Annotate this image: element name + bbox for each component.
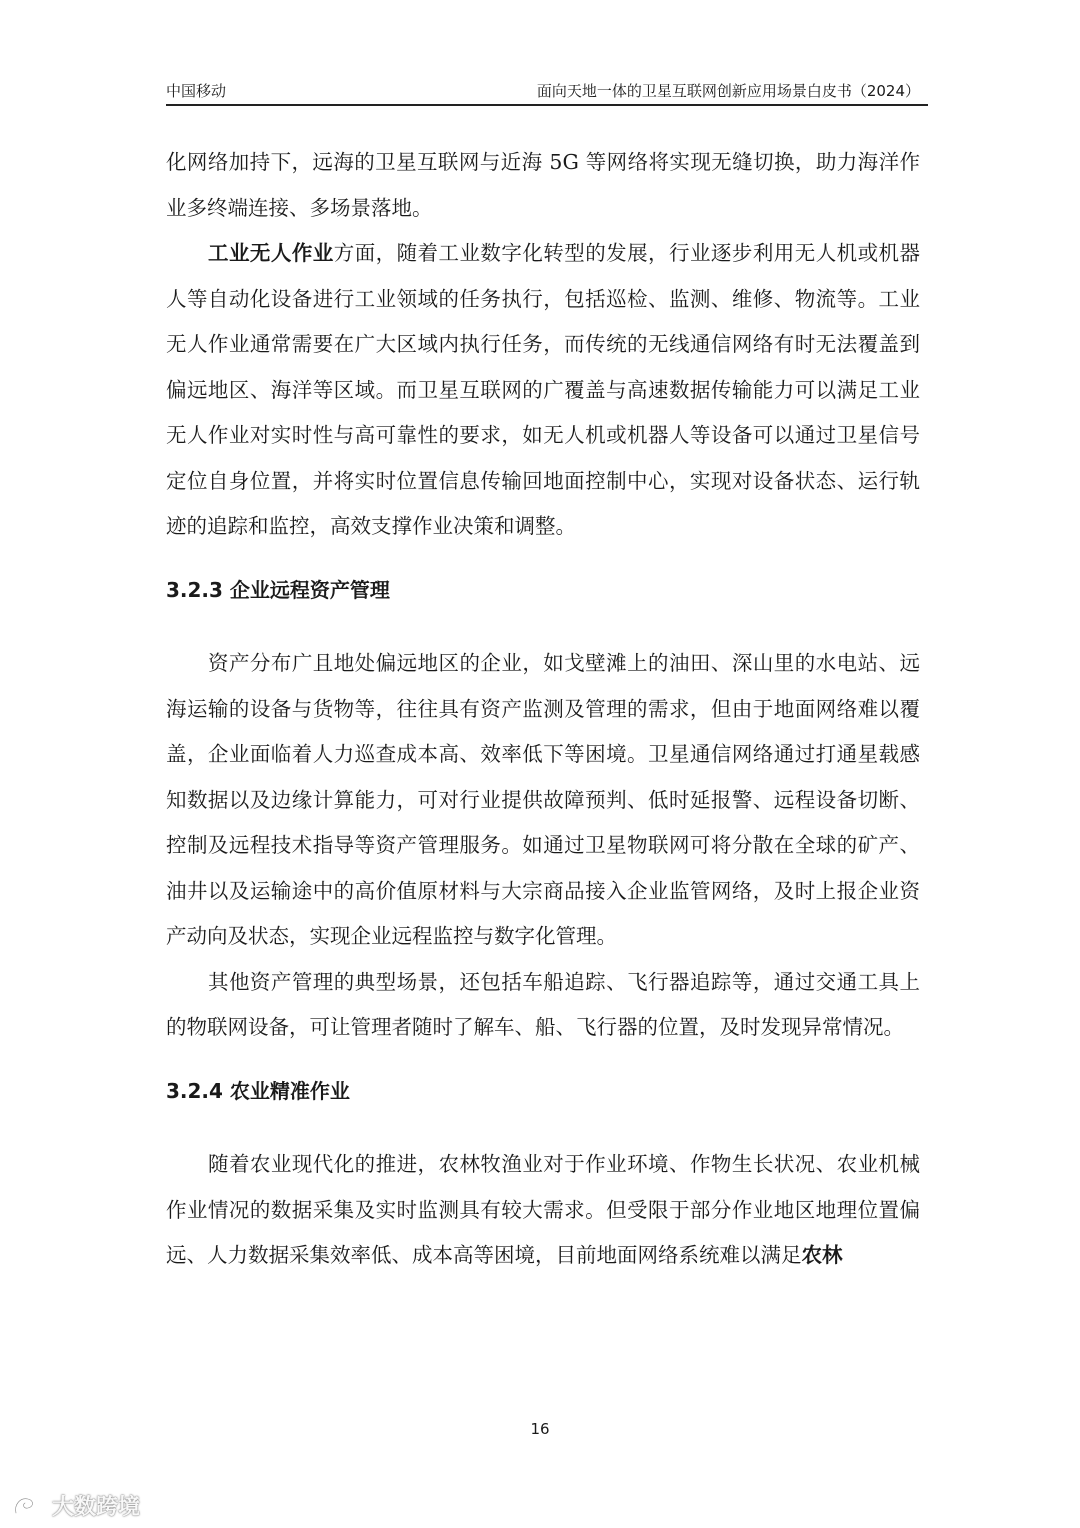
page-header xyxy=(166,78,928,106)
section-heading: 3.2.3 企业远程资产管理 xyxy=(166,577,390,602)
page-number: 16 xyxy=(530,1420,550,1438)
paragraph xyxy=(166,231,920,550)
watermark-text: 大数跨境 xyxy=(52,1495,141,1520)
paragraph xyxy=(166,1142,920,1279)
paragraph-text: 随着农业现代化的推进，农林牧渔业对于作业环境、作物生长状况、农业机械作业情况的数据采集及实时监测具有较大需求。但受限于部分作业地区地理位置偏远、人力数据采集效率低、成本高等困境，目前地面网络系统难以满足 xyxy=(166,1152,920,1267)
bold-term: 农林 xyxy=(801,1243,843,1267)
paragraph: 其他资产管理的典型场景，还包括车船追踪、飞行器追踪等，通过交通工具上的物联网设备，可让管理者随时了解车、船、飞行器的位置，及时发现异常情况。 xyxy=(166,969,920,1039)
document-body xyxy=(166,140,920,1279)
watermark xyxy=(12,1490,140,1521)
header-title: 面向天地一体的卫星互联网创新应用场景白皮书（2024） xyxy=(536,82,920,100)
brand-logo-icon xyxy=(12,1493,46,1519)
bold-term: 工业无人作业 xyxy=(208,241,334,265)
paragraph-text: 方面，随着工业数字化转型的发展，行业逐步利用无人机或机器人等自动化设备进行工业领域的任务执行，包括巡检、监测、维修、物流等。工业无人作业通常需要在广大区域内执行任务，而传统的无线通信网络有时无法覆盖到偏远地区、海洋等区域。而卫星互联网的广覆盖与高速数据传输能力可以满足工业无人作业对实时性与高可靠性的要求，如无人机或机器人等设备可以通过卫星信号定位自身位置，并将实时位置信息传输回地面控制中心，实现对设备状态、运行轨迹的追踪和监控，高效支撑作业决策和调整。 xyxy=(166,241,921,538)
header-org: 中国移动 xyxy=(166,82,227,100)
paragraph: 化网络加持下，远海的卫星互联网与近海 5G 等网络将实现无缝切换，助力海洋作业多终端连接、多场景落地。 xyxy=(166,150,920,220)
section-heading: 3.2.4 农业精准作业 xyxy=(166,1078,350,1103)
paragraph: 资产分布广且地处偏远地区的企业，如戈壁滩上的油田、深山里的水电站、远海运输的设备与货物等，往往具有资产监测及管理的需求，但由于地面网络难以覆盖，企业面临着人力巡查成本高、效率低下等困境。卫星通信网络通过打通星载感知数据以及边缘计算能力，可对行业提供故障预判、低时延报警、远程设备切断、控制及远程技术指导等资产管理服务。如通过卫星物联网可将分散在全球的矿产、油井以及运输途中的高价值原材料与大宗商品接入企业监管网络，及时上报企业资产动向及状态，实现企业远程监控与数字化管理。 xyxy=(166,651,920,948)
